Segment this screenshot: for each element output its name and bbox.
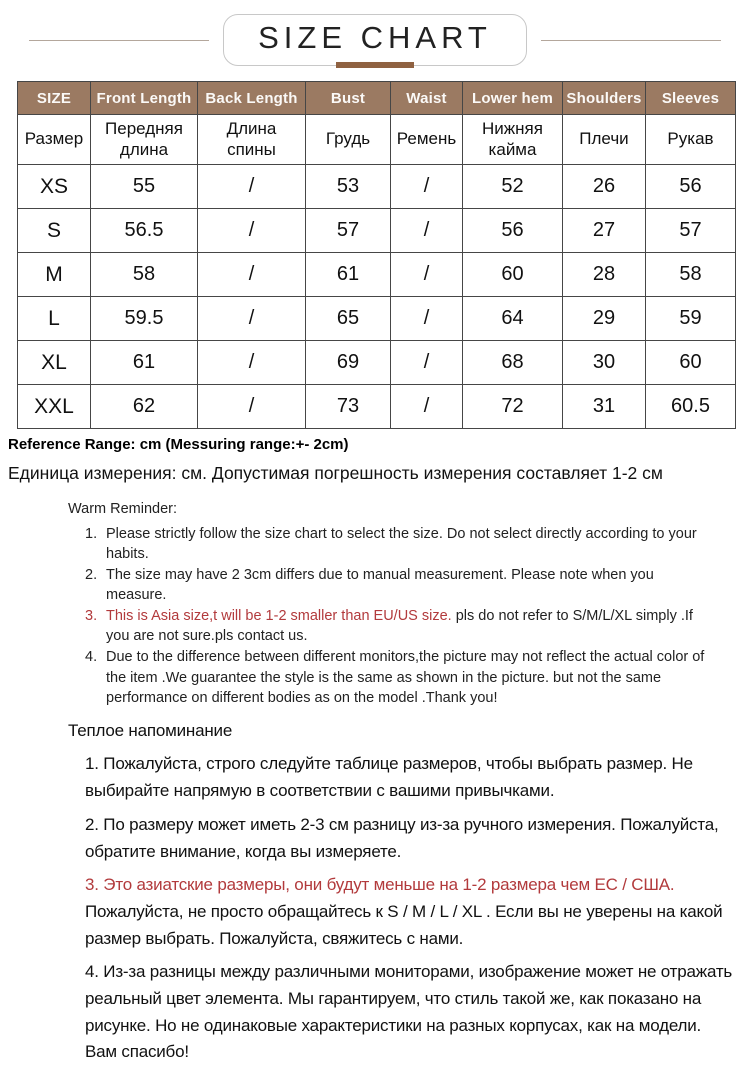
measurement-cell: / bbox=[391, 209, 463, 253]
measurement-cell: 59 bbox=[646, 297, 736, 341]
col-header-back-length: Back Length bbox=[198, 82, 306, 115]
list-item bbox=[85, 524, 707, 565]
measurement-cell: 65 bbox=[306, 297, 391, 341]
size-label: L bbox=[18, 297, 91, 341]
measurement-cell: 73 bbox=[306, 385, 391, 429]
measurement-cell: / bbox=[198, 385, 306, 429]
measurement-cell: / bbox=[198, 297, 306, 341]
size-label: XXL bbox=[18, 385, 91, 429]
table-row-s bbox=[18, 209, 736, 253]
measurement-cell: 61 bbox=[91, 341, 198, 385]
col-header-shoulders: Shoulders bbox=[563, 82, 646, 115]
list-item-number: 4. bbox=[85, 649, 98, 666]
size-label: M bbox=[18, 253, 91, 297]
measurement-cell: / bbox=[391, 297, 463, 341]
measurement-cell: 58 bbox=[91, 253, 198, 297]
col-header-ru-shoulders: Плечи bbox=[563, 115, 646, 165]
list-item-number: 1. bbox=[85, 525, 98, 542]
size-label: S bbox=[18, 209, 91, 253]
list-item-number: 2. bbox=[85, 566, 98, 583]
measurement-cell: 30 bbox=[563, 341, 646, 385]
measurement-cell: 56 bbox=[463, 209, 563, 253]
measurement-cell: / bbox=[391, 341, 463, 385]
list-item-text: Please strictly follow the size chart to select the size. Do not select directly according to your habits. bbox=[106, 525, 697, 563]
measurement-cell: 27 bbox=[563, 209, 646, 253]
list-item-text: The size may have 2 3cm differs due to manual measurement. Please note when you measure. bbox=[106, 566, 654, 604]
list-item: 1. Пожалуйста, строго следуйте таблице размеров, чтобы выбрать размер. Не выбирайте напрямую в соответствии с вашими привычками. bbox=[85, 754, 693, 801]
page-title: SIZE CHART bbox=[258, 20, 492, 55]
measurement-cell: 52 bbox=[463, 165, 563, 209]
col-header-ru-waist: Ремень bbox=[391, 115, 463, 165]
col-header-bust: Bust bbox=[306, 82, 391, 115]
size-label: XL bbox=[18, 341, 91, 385]
measurement-cell: 29 bbox=[563, 297, 646, 341]
col-header-ru-size: Размер bbox=[18, 115, 91, 165]
measurement-cell: 56.5 bbox=[91, 209, 198, 253]
asia-size-warning-text: This is Asia size,t will be 1-2 smaller than EU/US size. bbox=[106, 607, 452, 624]
table-row-xl bbox=[18, 341, 736, 385]
measurement-cell: 53 bbox=[306, 165, 391, 209]
measurement-cell: 56 bbox=[646, 165, 736, 209]
reference-range-en: Reference Range: cm (Messuring range:+- 2cm) bbox=[8, 436, 349, 453]
decorative-line-right bbox=[541, 40, 721, 41]
size-label: XS bbox=[18, 165, 91, 209]
col-header-ru-back-length: Длина спины bbox=[198, 115, 306, 165]
measurement-cell: 61 bbox=[306, 253, 391, 297]
list-item-text bbox=[106, 606, 707, 647]
list-item-text: Due to the difference between different monitors,the picture may not reflect the actual color of the item .We guarantee the style is the same as shown in the picture. but not the same performance on different bodies as on the model .Thank you! bbox=[106, 649, 705, 707]
warm-reminder-section-ru bbox=[68, 718, 750, 1066]
table-row-xxl bbox=[18, 385, 736, 429]
measurement-cell: 31 bbox=[563, 385, 646, 429]
measurement-cell: 28 bbox=[563, 253, 646, 297]
asia-size-warning-text-ru: 3. Это азиатские размеры, они будут меньше на 1-2 размера чем ЕС / США. bbox=[85, 875, 675, 895]
list-item: 2. По размеру может иметь 2-3 см разницу из-за ручного измерения. Пожалуйста, обратите внимание, когда вы измеряете. bbox=[85, 814, 719, 861]
measurement-cell: / bbox=[198, 341, 306, 385]
measurement-cell: 57 bbox=[306, 209, 391, 253]
warm-reminder-heading-ru: Теплое напоминание bbox=[68, 720, 233, 740]
measurement-cell: 26 bbox=[563, 165, 646, 209]
list-item-text-continued: Пожалуйста, не просто обращайтесь к S / M / L / XL . Если вы не уверены на какой размер выбрать. Пожалуйста, свяжитесь с нами. bbox=[85, 901, 723, 948]
col-header-ru-front-length: Передняя длина bbox=[91, 115, 198, 165]
warm-reminder-heading: Warm Reminder: bbox=[68, 501, 178, 517]
measurement-cell: 69 bbox=[306, 341, 391, 385]
col-header-front-length: Front Length bbox=[91, 82, 198, 115]
col-header-sleeves: Sleeves bbox=[646, 82, 736, 115]
list-item-number: 3. bbox=[85, 607, 98, 624]
measurement-cell: 58 bbox=[646, 253, 736, 297]
measurement-cell: / bbox=[391, 253, 463, 297]
warm-reminder-section bbox=[68, 499, 750, 709]
list-item bbox=[85, 647, 707, 709]
table-row-l bbox=[18, 297, 736, 341]
measurement-cell: 55 bbox=[91, 165, 198, 209]
table-row-m bbox=[18, 253, 736, 297]
table-row-xs bbox=[18, 165, 736, 209]
measurement-cell: 60 bbox=[646, 341, 736, 385]
decorative-line-left bbox=[29, 40, 209, 41]
title-badge bbox=[223, 14, 527, 66]
measurement-cell: 60 bbox=[463, 253, 563, 297]
measurement-cell: 60.5 bbox=[646, 385, 736, 429]
measurement-cell: / bbox=[391, 165, 463, 209]
size-chart-table bbox=[17, 81, 736, 429]
measurement-cell: / bbox=[391, 385, 463, 429]
reference-range-ru: Единица измерения: см. Допустимая погрешность измерения составляет 1-2 см bbox=[8, 463, 663, 483]
list-item bbox=[85, 565, 707, 606]
title-accent-bar bbox=[336, 62, 414, 68]
list-item bbox=[85, 606, 707, 647]
measurement-cell: / bbox=[198, 253, 306, 297]
measurement-cell: 72 bbox=[463, 385, 563, 429]
table-header-row-ru bbox=[18, 115, 736, 165]
col-header-size: SIZE bbox=[18, 82, 91, 115]
measurement-cell: 64 bbox=[463, 297, 563, 341]
col-header-ru-bust: Грудь bbox=[306, 115, 391, 165]
measurement-cell: / bbox=[198, 165, 306, 209]
col-header-ru-lower-hem: Нижняя кайма bbox=[463, 115, 563, 165]
list-item bbox=[85, 872, 733, 952]
measurement-cell: 62 bbox=[91, 385, 198, 429]
col-header-waist: Waist bbox=[391, 82, 463, 115]
list-item: 4. Из-за разницы между различными мониторами, изображение может не отражать реальный цвет элемента. Мы гарантируем, что стиль такой же, как показано на рисунке. Но не одинаковые характеристики на разных корпусах, как на модели. Вам спасибо! bbox=[85, 962, 733, 1062]
measurement-cell: 59.5 bbox=[91, 297, 198, 341]
size-chart-header bbox=[0, 8, 750, 72]
measurement-cell: / bbox=[198, 209, 306, 253]
measurement-cell: 68 bbox=[463, 341, 563, 385]
measurement-cell: 57 bbox=[646, 209, 736, 253]
col-header-ru-sleeves: Рукав bbox=[646, 115, 736, 165]
col-header-lower-hem: Lower hem bbox=[463, 82, 563, 115]
list-item-text-continued: pls do not refer to S/M/L/XL simply .If you are not sure.pls contact us. bbox=[106, 607, 693, 645]
table-header-row-en bbox=[18, 82, 736, 115]
